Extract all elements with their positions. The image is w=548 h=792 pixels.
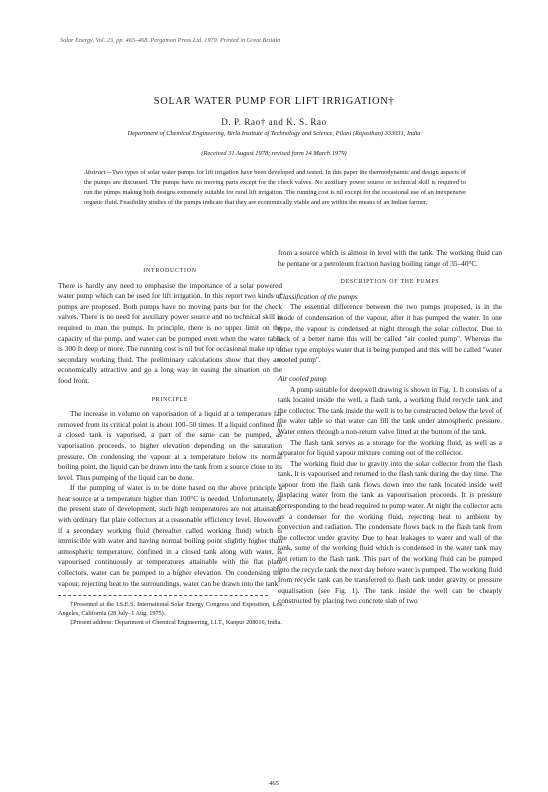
journal-header: Solar Energy, Vol. 23, pp. 465–468. Pergamon Press Ltd. 1979. Printed in Great Britain [60,38,281,44]
introduction-paragraph: There is hardly any need to emphasise the importance of a solar powered water pump which can be used for lift irrigation. In this report two kinds of pumps are proposed. Both pumps have no moving parts but for the check valves. There is no need for auxiliary power source and no technical skill is required to man the pumps. In principle, there is no upper limit on the capacity of the pump, and water can be pumped even when the water table is 300 ft deep or more. The running cost is nil but for occasional make up of secondary working fluid. The preliminary calculations show that they are economically attractive and go a long way in easing the situation on the food front. [58,280,282,385]
paper-title: SOLAR WATER PUMP FOR LIFT IRRIGATION† [153,96,395,107]
air-cooled-paragraph-3: The working fluid due to gravity into the solar collector from the flash tank. It is vapourised and returned to the flash tank during the day time. The vapour from the flash tank flows down into the tank located inside well displacing water from the tank as vapourisation proceeds. It is pressure corresponding to the head required to pump water. At night the collector acts as a condenser for the working fluid, rejecting heat to ambient by convection and radiation. The condensate flows back to the flash tank from the collector under gravity. Due to heat leakages to water and wall of the tank, some of the working fluid which is condensed in the water tank may not return to the flash tank. This part of the working fluid can be pumped into the recycle tank the next day before water is pumped. The working fluid from recycle tank can be transferred to flash tank under gravity or pressure equalisation (see Fig. 1). The tank inside the well can be cheaply constructed by placing two concrete slab of two [278,458,502,606]
abstract-text: —Two types of solar water pumps for lift irrigation have been developed and tested. In this paper the thermodynamic and design aspects of the pumps are discussed. The pumps have no moving parts except for the check valves. No auxiliary power source or technical skill is required to run the pumps making both designs extremely suitable for rural lift irrigation. The running cost is nil except for the occasional use of an inexpensive organic fluid. Feasibility studies of the pumps indicate that they are economically viable and are within the means of an Indian farmer. [84,169,466,206]
right-column [278,248,502,607]
classification-subheading: Classification of the pumps [278,291,358,301]
authors: D. P. Rao† and K. S. Rao [221,117,327,127]
received-date: (Received 31 August 1978; revised form 14 March 1979) [201,150,347,157]
left-column [58,266,282,627]
air-cooled-paragraph-2: The flash tank serves as a storage for the working fluid, as well as a separator for liquid vapour mixture coming out of the collector. [278,437,502,458]
principle-paragraph-1: The increase in volume on vaporisation of a liquid at a temperature far removed from its critical point is about 100–50 times. If a liquid confined in a closed tank is vaporised, a part of the same can be pumped, as vaporisation proceeds, to higher elevation depending on the saturation pressure. On condensing the vapour at a temperature below its normal boiling point, the liquid can be drawn into the tank from a source close to its level. Thus pumping of the liquid can be done. [58,409,282,482]
footnote-present-address: ‡Present address: Department of Chemical Engineering, I.I.T., Kanpur 208016, India. [70,619,282,627]
air-cooled-paragraph-1: A pump suitable for deepwell drawing is shown in Fig. 1. It consists of a tank located inside the well, a flash tank, a working fluid recycle tank and the collector. The tank inside the well is to be constructed below the level of the water table so that water can fill the tank under atmospheric pressure. Water enters through a non-return valve fitted at the bottom of the tank. [278,384,502,436]
page-number: 465 [269,780,279,787]
principle-paragraph-2: If the pumping of water is to be done based on the above principle a heat source at a temperature higher than 100°C is needed. Unfortunately, at the present state of development, such high temperatures are not attainable with ordinary flat plate collectors at a reasonable efficiency level. However, if a secondary working fluid (hereafter called working fluid) which is immiscible with water and having normal boiling point slightly higher than atmospheric temperature, confined in a closed tank along with water, is vapourised continuously at temperatures attainable with the flat plate collectors, water can be pumped to a higher elevation. On condensing the vapour, rejecting heat to the surroundings, water can be drawn into the tank [58,483,282,588]
footnote-divider [58,595,268,596]
air-cooled-subheading: Air cooled pump [278,373,327,383]
pumps-heading: DESCRIPTION OF THE PUMPS [340,279,440,286]
continuation-paragraph: from a source which is almost in level with the tank. The working fluid can be pentane or a petroleum fraction having boiling range of 35–40°C. [278,248,502,268]
principle-heading: PRINCIPLE [151,396,189,403]
abstract [84,168,466,208]
footnote-conference: †Presented at the I.S.E.S. International Solar Energy Congress and Exposition, Los Angeles, California (28 July–1 Aug. 1975). [58,601,282,618]
abstract-label: Abstract [84,169,106,176]
affiliation: Department of Chemical Engineering, Birla Institute of Technology and Science, Pilani (Rajasthan) 333031, India [127,130,421,137]
classification-paragraph: The essential difference between the two pumps proposed, is in the mode of condensation of the vapour, after it has pumped the water. In one type, the vapour is condensed at night through the solar collector. Due to lack of a better name this will be called "air cooled pump". Whereas the other type employs water that is being pumped and this will be called "water cooled pump". [278,302,502,365]
introduction-heading: INTRODUCTION [143,268,197,274]
